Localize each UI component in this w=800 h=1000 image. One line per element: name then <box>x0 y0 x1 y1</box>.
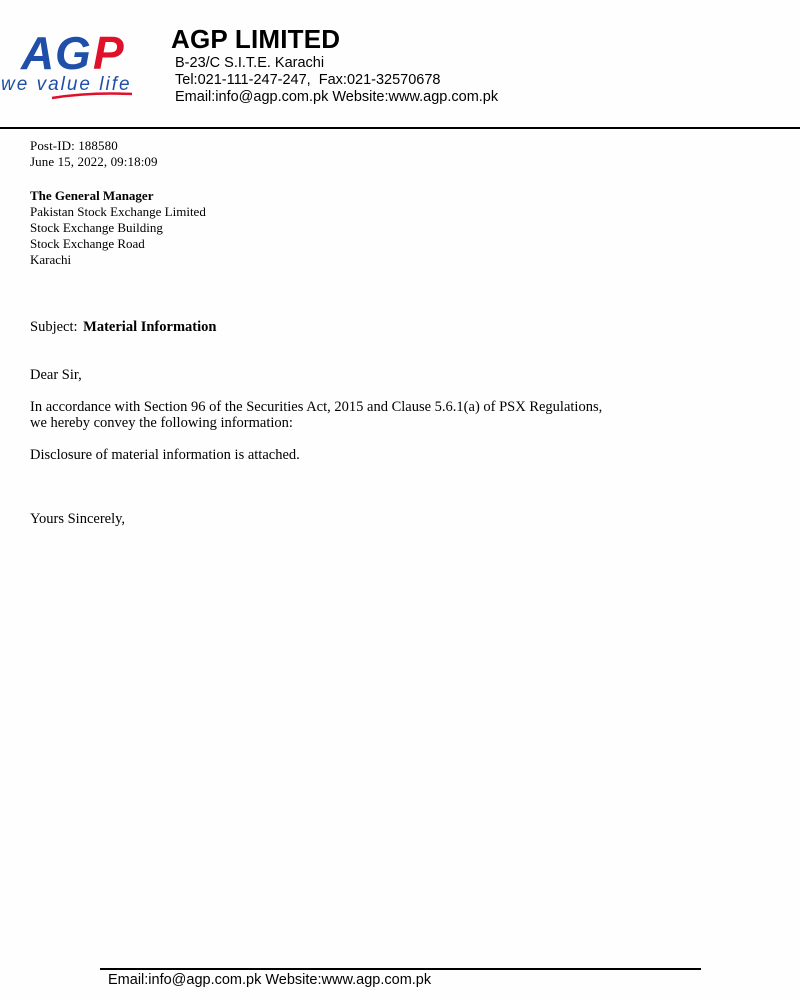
company-tel-fax: Tel:021-111-247-247, Fax:021-32570678 <box>175 72 441 88</box>
subject-line <box>30 318 216 336</box>
recipient-title: The General Manager <box>30 188 154 203</box>
agp-logo-graphic <box>0 22 160 102</box>
addressee-line: Stock Exchange Building <box>30 220 163 235</box>
addressee-line: Pakistan Stock Exchange Limited <box>30 204 206 219</box>
subject-label: Subject: <box>30 319 78 335</box>
subject-value: Material Information <box>83 319 217 335</box>
addressee-block <box>30 188 206 268</box>
logo-tagline: we value life <box>1 74 132 95</box>
post-id: Post-ID: 188580 <box>30 138 118 153</box>
footer-divider <box>100 968 701 970</box>
body-paragraph-2: Disclosure of material information is attached. <box>30 447 300 463</box>
post-date: June 15, 2022, 09:18:09 <box>30 154 158 169</box>
body-paragraph-1-line-2: we hereby convey the following information: <box>30 415 293 431</box>
company-email-website: Email:info@agp.com.pk Website:www.agp.com.pk <box>175 89 499 105</box>
closing: Yours Sincerely, <box>30 511 126 527</box>
agp-logo <box>0 22 160 102</box>
addressee-line: Karachi <box>30 252 72 267</box>
logo-letter-p: P <box>93 27 124 79</box>
body-paragraph-1-line-1: In accordance with Section 96 of the Securities Act, 2015 and Clause 5.6.1(a) of PSX Regulations, <box>30 399 603 415</box>
company-address: B-23/C S.I.T.E. Karachi <box>175 55 325 71</box>
header-divider <box>0 127 800 129</box>
body-paragraph-1 <box>30 399 670 431</box>
footer-email-website: Email:info@agp.com.pk Website:www.agp.com.pk <box>108 972 432 988</box>
logo-letter-g: G <box>55 27 91 79</box>
logo-letter-a: A <box>21 27 55 79</box>
salutation: Dear Sir, <box>30 367 82 383</box>
addressee-line: Stock Exchange Road <box>30 236 145 251</box>
company-name: AGP LIMITED <box>171 24 341 54</box>
